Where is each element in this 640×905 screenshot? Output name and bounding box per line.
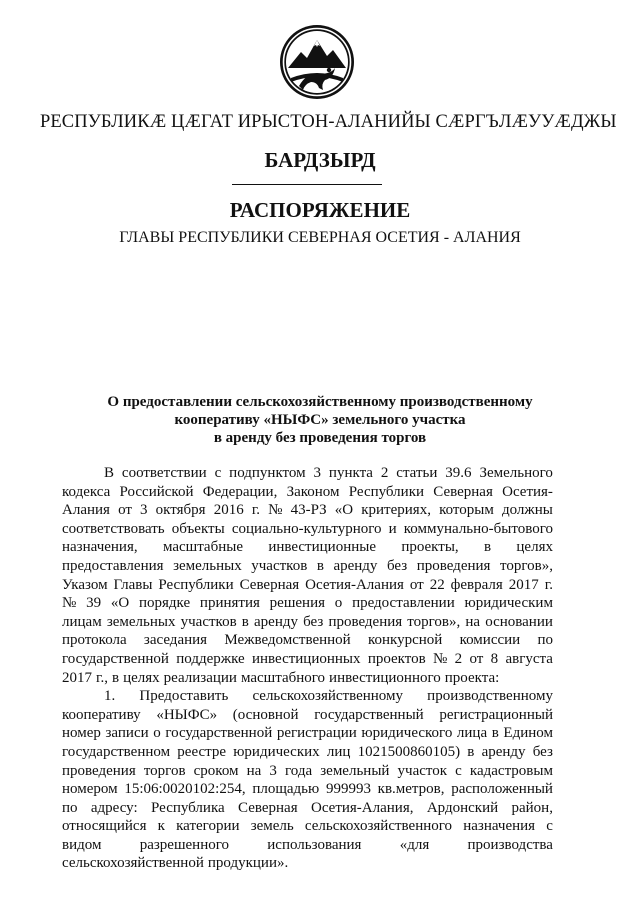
body-line: номером 15:06:0020102:254, площадью 999993 кв.метров, расположенный: [62, 781, 553, 798]
body-line: назначения, масштабные инвестиционные проекты, в целях: [62, 539, 553, 556]
body-line: относящийся к категории земель сельскохозяйственного назначения с: [62, 818, 553, 835]
body-line: протокола заседания Межведомственной конкурсной комиссии по: [62, 632, 553, 649]
document-title-russian: РАСПОРЯЖЕНИЕ: [229, 198, 411, 222]
issuer-subtitle: ГЛАВЫ РЕСПУБЛИКИ СЕВЕРНАЯ ОСЕТИЯ - АЛАНИЯ: [119, 229, 521, 246]
body-line: кооперативу «НЫФС» (основной государственный регистрационный: [62, 706, 553, 723]
body-line: В соответствии с подпунктом 3 пункта 2 статьи 39.6 Земельного: [104, 465, 553, 481]
document-heading: [60, 393, 580, 447]
body-line: номер записи о государственной регистрации юридического лица в Едином: [62, 725, 553, 742]
body-line: проведения торгов сроком на 3 года земельный участок с кадастровым: [62, 762, 553, 779]
document-title-ossetian: БАРДЗЫРД: [264, 148, 376, 172]
body-line: государственной поддержке инвестиционных проектов № 2 от 8 августа: [62, 650, 553, 667]
body-line: предоставления земельных участков в аренду без проведения торгов»,: [62, 557, 553, 574]
body-line: Указом Главы Республики Северная Осетия-Алания от 22 февраля 2017 г.: [62, 576, 553, 593]
body-line: сельскохозяйственной продукции».: [62, 855, 289, 872]
body-line: лицам земельных участков в аренду без проведения торгов», на основании: [62, 613, 553, 630]
title-divider: [232, 184, 382, 185]
body-line: соответствовать объекты социально-культурного и коммунально-бытового: [62, 520, 553, 537]
coat-of-arms-icon: [277, 22, 357, 102]
republic-name-ossetian: РЕСПУБЛИКӔ ЦӔГАТ ИРЫСТОН-АЛАНИЙЫ СӔРГЪЛӔУУӔДЖЫ: [40, 112, 617, 132]
body-line: кодекса Российской Федерации, Законом Республики Северная Осетия-: [62, 483, 553, 500]
body-line: Алания от 3 октября 2016 г. № 43-РЗ «О критериях, которым должны: [62, 502, 553, 519]
heading-line: в аренду без проведения торгов: [213, 430, 427, 446]
emblem-graphic: [277, 22, 357, 102]
heading-line: кооперативу «НЫФС» земельного участка: [174, 412, 466, 428]
body-line: № 39 «О порядке принятия решения о предоставлении юридическим: [62, 595, 553, 612]
heading-line: О предоставлении сельскохозяйственному производственному: [107, 394, 533, 410]
body-line: 2017 г., в целях реализации масштабного инвестиционного проекта:: [62, 669, 500, 686]
document-body: [62, 464, 553, 873]
body-line: 1. Предоставить сельскохозяйственному производственному: [104, 688, 553, 705]
body-line: государственном реестре юридических лиц 1021500860105) в аренду без: [62, 743, 553, 760]
body-line: по адресу: Республика Северная Осетия-Алания, Ардонский район,: [62, 799, 553, 816]
body-line: видом разрешенного использования «для производства: [62, 836, 553, 853]
